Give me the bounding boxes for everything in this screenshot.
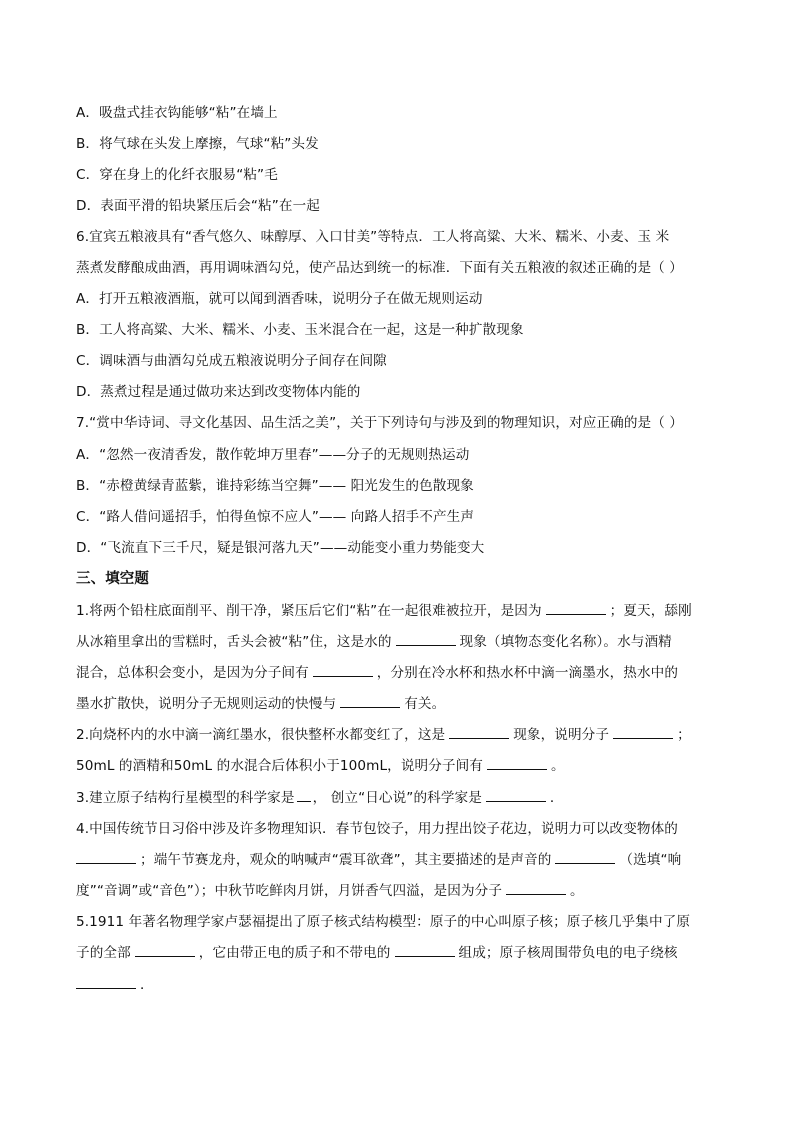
- f1-text: 现象（填物态变化名称）。水与酒精: [459, 634, 672, 650]
- answer-blank[interactable]: [546, 602, 606, 615]
- answer-blank[interactable]: [297, 789, 311, 802]
- f4-line3: [76, 882, 584, 900]
- f2-line1: [76, 726, 691, 744]
- answer-blank[interactable]: [487, 757, 547, 770]
- q7-option-c: C．“路人借问遥招手，怕得鱼惊不应人”—— 向路人招手不产生声: [76, 509, 475, 525]
- f5-text: 子的全部: [76, 945, 131, 961]
- f4-text: 度”“音调”或“音色”）；中秋节吃鲜肉月饼，月饼香气四溢，是因为分子: [76, 883, 503, 899]
- answer-blank[interactable]: [76, 976, 136, 989]
- q7-option-d: D．“飞流直下三千尺，疑是银河落九天”——动能变小重力势能变大: [76, 540, 485, 556]
- f2-text: 现象，说明分子: [513, 727, 610, 743]
- answer-blank[interactable]: [313, 664, 373, 677]
- f4-line1: 4.中国传统节日习俗中涉及许多物理知识．春节包饺子，用力捏出饺子花边，说明力可以改变物体的: [76, 821, 678, 837]
- f4-line2: [76, 851, 681, 869]
- f5-line2: [76, 944, 678, 962]
- f3-text: ， 创立“日心说”的科学家是: [312, 790, 482, 806]
- answer-blank[interactable]: [135, 944, 195, 957]
- f1-text: ；夏天，舔刚: [609, 603, 692, 619]
- f5-text: ，它由带正电的质子和不带电的: [198, 945, 391, 961]
- f1-text: 墨水扩散快，说明分子无规则运动的快慢与: [76, 696, 337, 712]
- q6-option-c: C．调味酒与曲酒勾兑成五粮液说明分子间存在间隙: [76, 353, 387, 369]
- f3-text: 3.建立原子结构行星模型的科学家是: [76, 790, 295, 806]
- f2-text: 。: [551, 758, 565, 774]
- q5-option-c: C．穿在身上的化纤衣服易“粘”毛: [76, 167, 278, 183]
- f4-text: ；端午节赛龙舟，观众的呐喊声“震耳欲聋”，其主要描述的是声音的: [140, 852, 552, 868]
- q6-stem-line1: 6.宜宾五粮液具有“香气悠久、味醇厚、入口甘美”等特点．工人将高粱、大米、糯米、小麦、玉 米: [76, 229, 670, 245]
- f1-line4: [76, 695, 445, 713]
- f5-line1: 5.1911 年著名物理学家卢瑟福提出了原子核式结构模型：原子的中心叫原子核；原子核几乎集中了原: [76, 914, 691, 930]
- q6-option-d: D．蒸煮过程是通过做功来达到改变物体内能的: [76, 384, 361, 400]
- f2-text: 50mL 的酒精和50mL 的水混合后体积小于100mL，说明分子间有: [76, 758, 484, 774]
- answer-blank[interactable]: [76, 851, 136, 864]
- section-heading: 三、填空题: [76, 571, 149, 587]
- f1-text: 混合，总体积会变小，是因为分子间有: [76, 665, 309, 681]
- f5-line3: [76, 976, 154, 994]
- q7-stem: 7.“赏中华诗词、寻文化基因、品生活之美”，关于下列诗句与涉及到的物理知识，对应正确的是（ ）: [76, 415, 684, 431]
- f4-text: 。: [570, 883, 584, 899]
- q5-option-b: B．将气球在头发上摩擦，气球“粘”头发: [76, 136, 319, 152]
- answer-blank[interactable]: [613, 726, 673, 739]
- answer-blank[interactable]: [449, 726, 509, 739]
- answer-blank[interactable]: [340, 695, 400, 708]
- answer-blank[interactable]: [396, 633, 456, 646]
- q7-option-b: B．“赤橙黄绿青蓝紫，谁持彩练当空舞”—— 阳光发生的色散现象: [76, 478, 474, 494]
- answer-blank[interactable]: [395, 944, 455, 957]
- f1-line2: [76, 633, 672, 651]
- answer-blank[interactable]: [555, 851, 615, 864]
- q6-option-a: A．打开五粮液酒瓶，就可以闻到酒香味，说明分子在做无规则运动: [76, 291, 483, 307]
- q5-option-d: D．表面平滑的铅块紧压后会“粘”在一起: [76, 198, 320, 214]
- f1-text: 有关。: [404, 696, 446, 712]
- f2-line2: [76, 757, 565, 775]
- f1-line3: [76, 664, 678, 682]
- f5-text: ．: [140, 977, 154, 993]
- f4-text: （选填“响: [619, 852, 682, 868]
- f5-text: 组成；原子核周围带负电的电子绕核: [458, 945, 678, 961]
- q6-stem-line2: 蒸煮发酵酿成曲酒，再用调味酒勾兑，使产品达到统一的标准．下面有关五粮液的叙述正确的是（ ）: [76, 260, 683, 276]
- f3-line: [76, 789, 564, 807]
- q7-option-a: A．“忽然一夜清香发，散作乾坤万里春”——分子的无规则热运动: [76, 447, 470, 463]
- q6-option-b: B．工人将高粱、大米、糯米、小麦、玉米混合在一起，这是一种扩散现象: [76, 322, 524, 338]
- answer-blank[interactable]: [486, 789, 546, 802]
- f3-text: ．: [549, 790, 564, 806]
- f1-text: 从冰箱里拿出的雪糕时，舌头会被“粘”住，这是水的: [76, 634, 392, 650]
- q5-option-a: A．吸盘式挂衣钩能够“粘”在墙上: [76, 105, 278, 121]
- f2-text: 2.向烧杯内的水中滴一滴红墨水，很快整杯水都变红了，这是: [76, 727, 446, 743]
- f1-line1: [76, 602, 692, 620]
- f1-text: 1.将两个铅柱底面削平、削干净，紧压后它们“粘”在一起很难被拉开，是因为: [76, 603, 542, 619]
- answer-blank[interactable]: [506, 882, 566, 895]
- f2-text: ；: [677, 727, 691, 743]
- f1-text: ，分别在冷水杯和热水杯中滴一滴墨水，热水中的: [376, 665, 679, 681]
